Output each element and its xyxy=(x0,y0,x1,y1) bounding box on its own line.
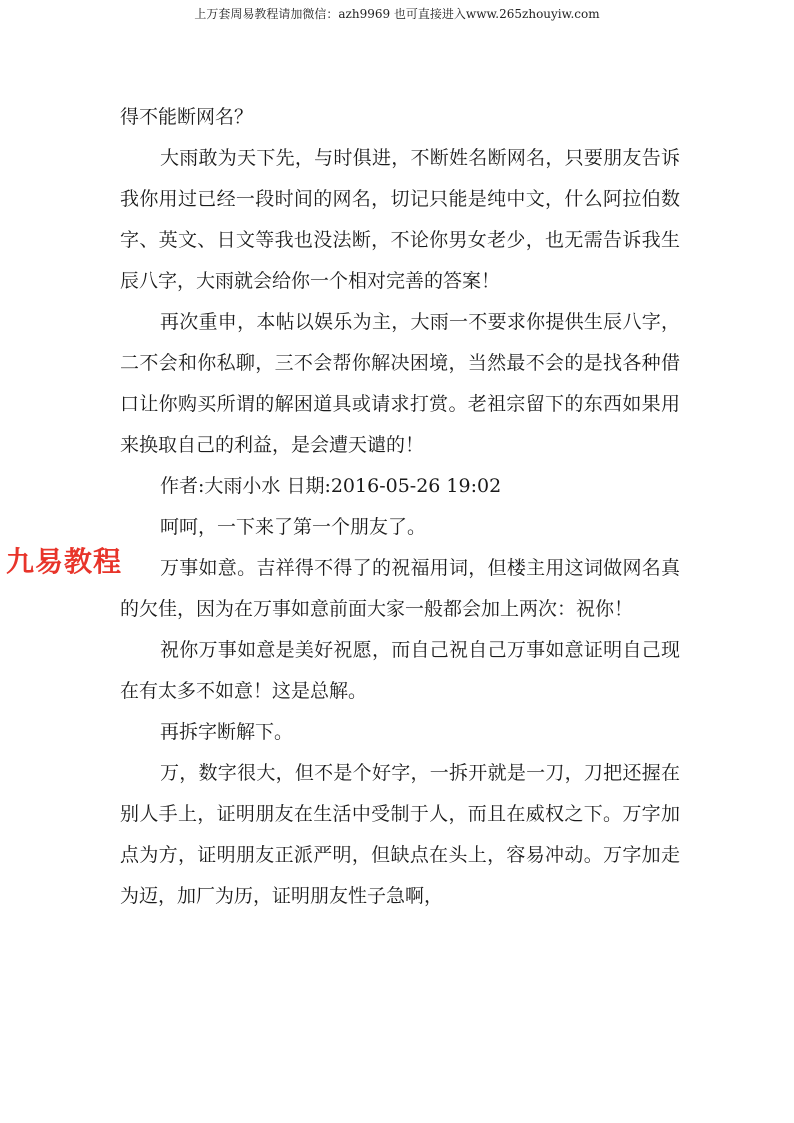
paragraph-split-intro: 再拆字断解下。 xyxy=(160,721,294,743)
document-body xyxy=(120,97,680,917)
paragraph-analysis: 万事如意。吉祥得不得了的祝福用词，但楼主用这词做网名真的欠佳，因为在万事如意前面大家一般都会加上两次：祝你！ xyxy=(120,557,680,620)
paragraph-summary: 祝你万事如意是美好祝愿，而自己祝自己万事如意证明自己现在有太多不如意！这是总解。 xyxy=(120,639,680,702)
watermark-logo: 九易教程 xyxy=(6,545,123,578)
paragraph-intro: 大雨敢为天下先，与时俱进，不断姓名断网名，只要朋友告诉我你用过已经一段时间的网名，切记只能是纯中文，什么阿拉伯数字、英文、日文等我也没法断，不论你男女老少，也无需告诉我生辰八字，大雨就会给你一个相对完善的答案！ xyxy=(120,147,680,292)
paragraph-greeting: 呵呵，一下来了第一个朋友了。 xyxy=(160,516,427,538)
paragraph-question: 得不能断网名？ xyxy=(120,106,254,128)
page-header: 上万套周易教程请加微信：azh9969 也可直接进入www.265zhouyiw.com xyxy=(194,7,600,21)
paragraph-disclaimer: 再次重申，本帖以娱乐为主，大雨一不要求你提供生辰八字，二不会和你私聊，三不会帮你解决困境，当然最不会的是找各种借口让你购买所谓的解困道具或请求打赏。老祖宗留下的东西如果用来换取自己的利益，是会遭天谴的！ xyxy=(120,311,680,456)
post-author-date: 作者:大雨小水 日期:2016-05-26 19:02 xyxy=(160,475,502,497)
paragraph-character-analysis: 万，数字很大，但不是个好字，一拆开就是一刀，刀把还握在别人手上，证明朋友在生活中受制于人，而且在威权之下。万字加点为方，证明朋友正派严明，但缺点在头上，容易冲动。万字加走为迈，加厂为历，证明朋友性子急啊， xyxy=(120,762,680,907)
